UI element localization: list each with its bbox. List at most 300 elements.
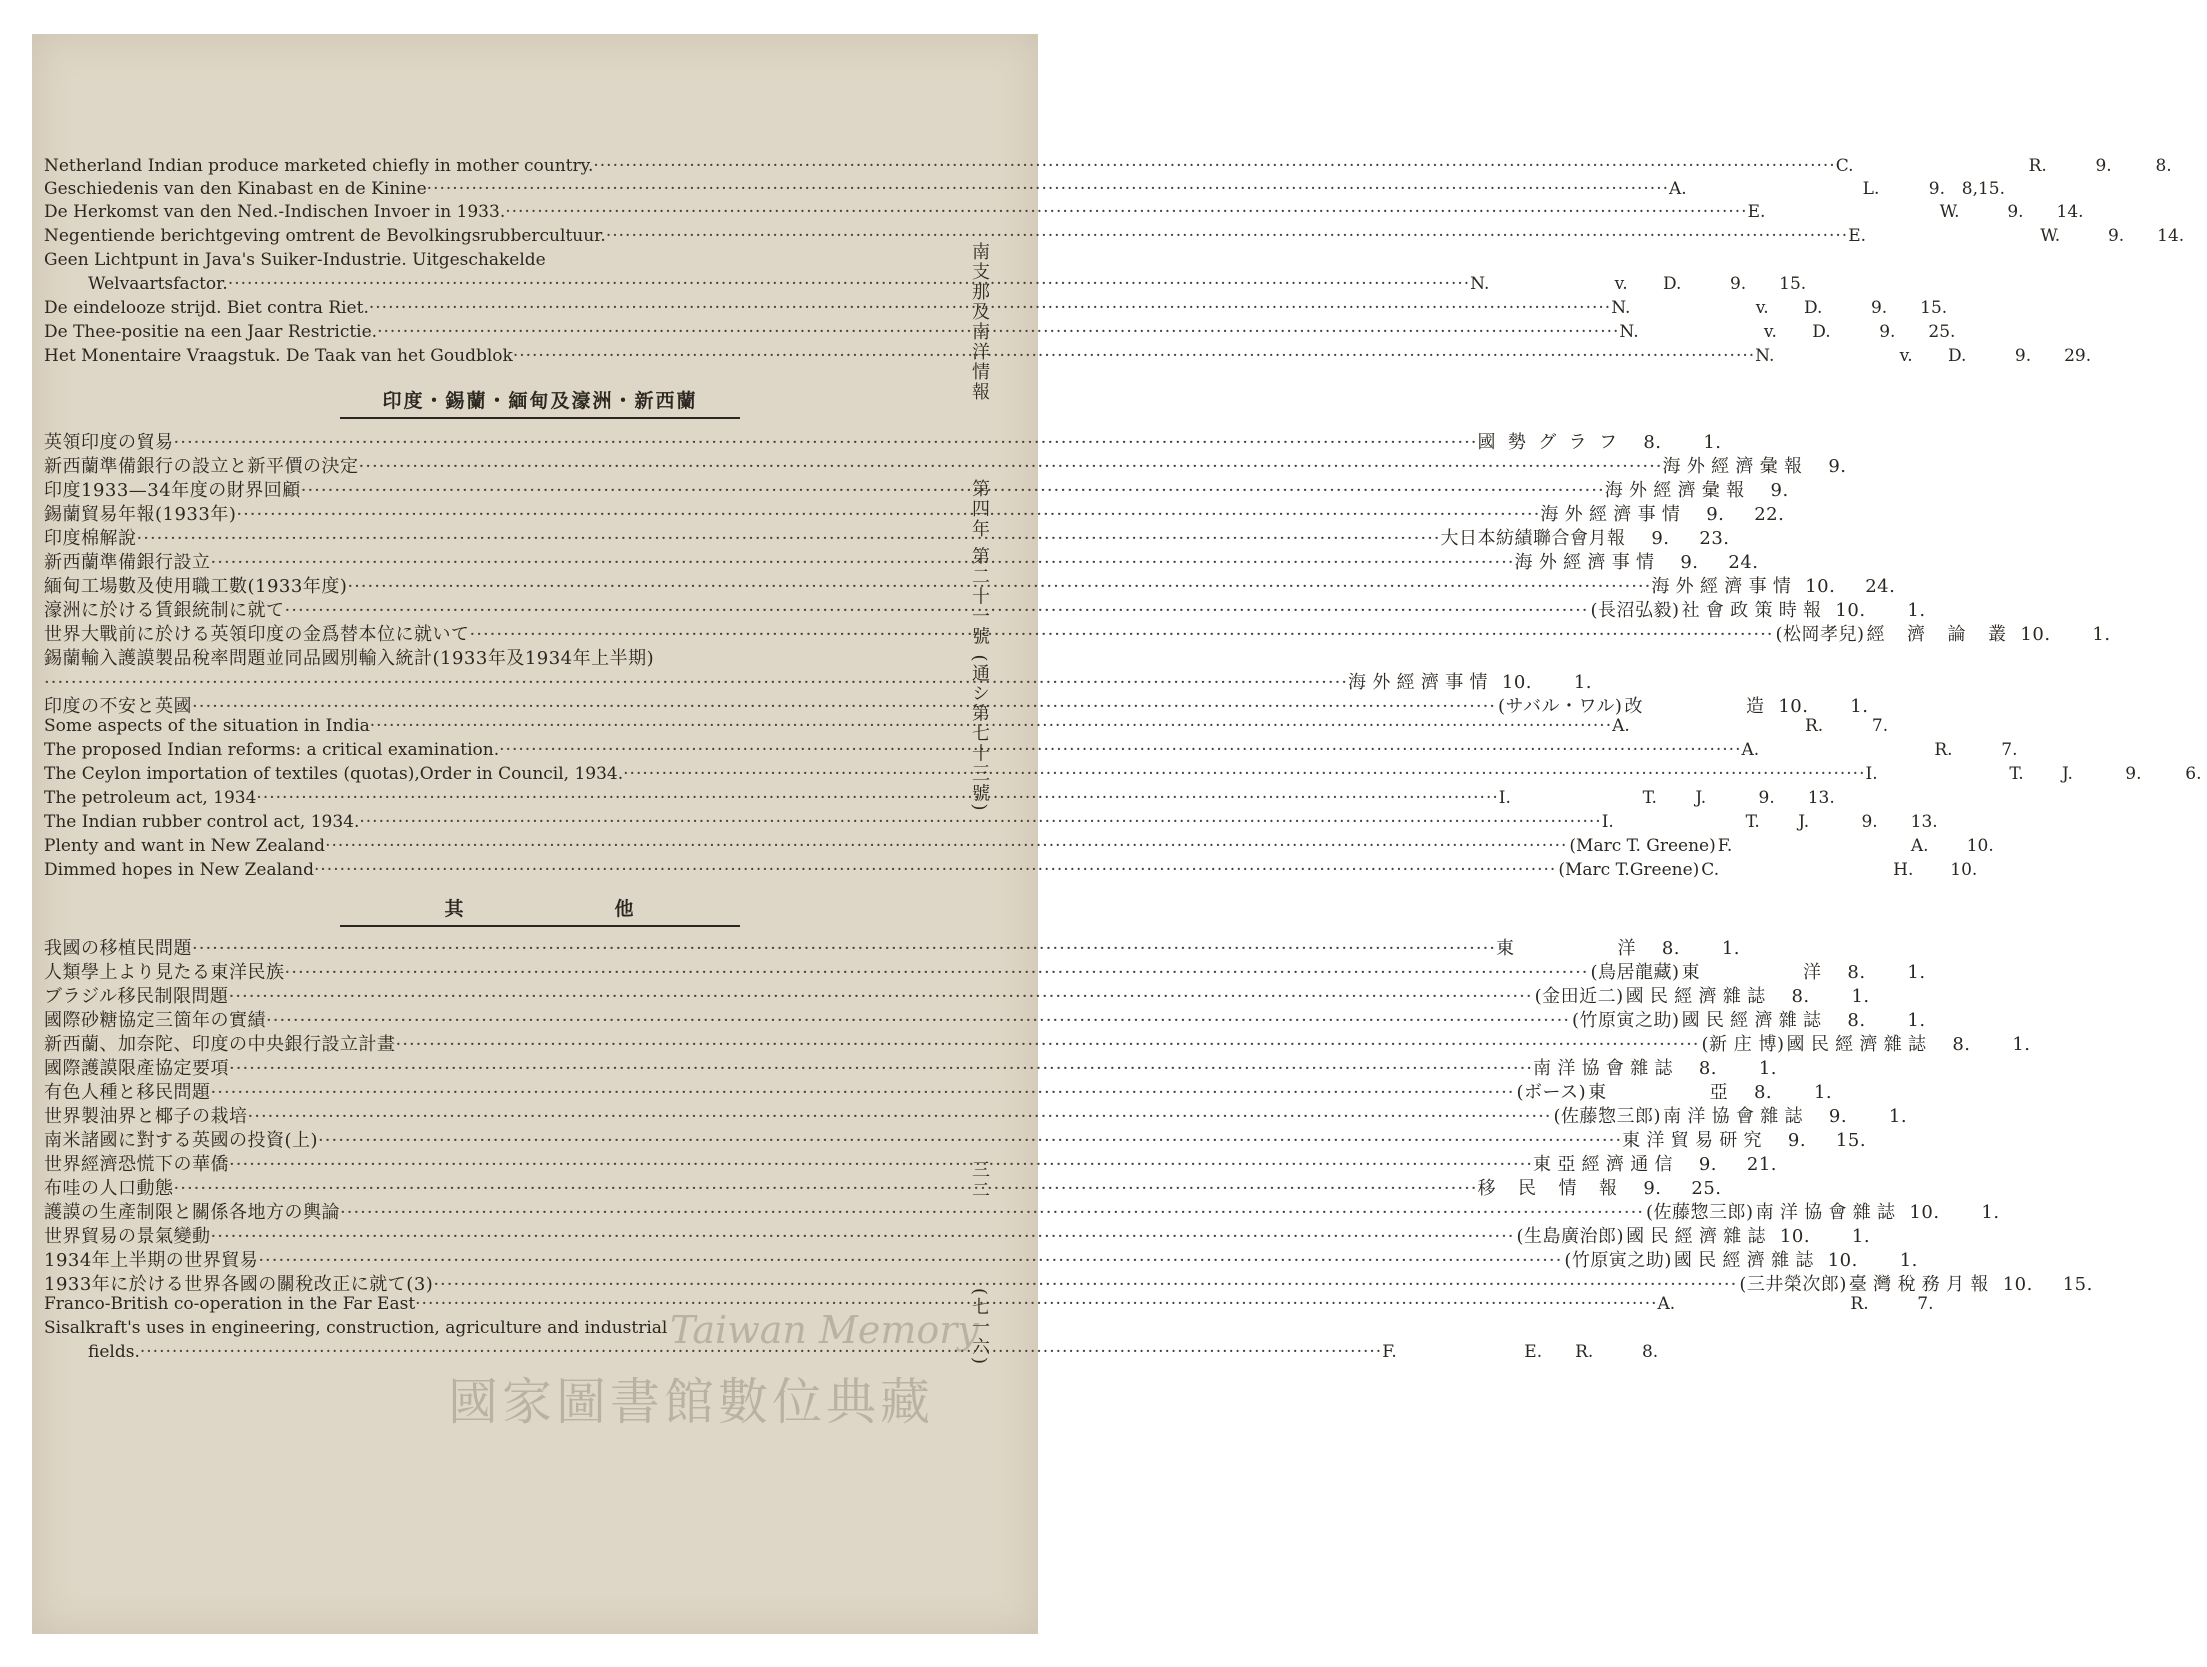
dot-leader	[505, 202, 1747, 222]
entry-volume: 9.	[1828, 456, 1847, 477]
entry-volume: 9.	[1770, 480, 1789, 501]
entry-volume: 9.	[2125, 764, 2142, 784]
entry-source: I.	[1601, 812, 1614, 832]
entry-author: (鳥居龍藏)	[1590, 962, 1680, 983]
entry-author: (竹原寅之助)	[1572, 1010, 1680, 1031]
entry-title: The petroleum act, 1934	[44, 788, 257, 808]
entry-row	[44, 156, 2172, 180]
entry-row	[44, 1150, 1778, 1175]
entry-number: 1.	[1907, 600, 1926, 621]
dot-leader	[229, 1154, 1533, 1175]
entry-author: (サバル・ワル)	[1498, 696, 1623, 717]
entry-series: W.	[1939, 202, 1960, 222]
entry-title: Franco-British co-operation in the Far East	[44, 1294, 416, 1314]
dot-leader	[44, 672, 1348, 693]
entry-source: 東亞經濟通信	[1533, 1154, 1674, 1175]
dot-leader	[211, 1226, 1515, 1247]
entry-number: 23.	[1699, 528, 1730, 549]
entry-series: L.	[1862, 179, 1880, 199]
entry-title: 國際砂糖協定三箇年の實績	[44, 1010, 266, 1031]
entry-volume: 10.	[2020, 624, 2051, 645]
entry-row	[44, 452, 1847, 477]
entry-row	[44, 1246, 1918, 1271]
entry-title: 濠洲に於ける賃銀統制に就て	[44, 600, 285, 621]
entry-volume: 9.	[1828, 1106, 1848, 1127]
dot-leader	[623, 764, 1865, 784]
entry-title: 新西蘭、加奈陀、印度の中央銀行設立計畫	[44, 1034, 396, 1055]
entry-number: 1.	[1758, 1058, 1778, 1079]
entry-volume: 10.	[2002, 1274, 2033, 1295]
entry-series: J.	[1695, 788, 1707, 808]
entry-source: 國民經濟雜誌	[1786, 1034, 1927, 1055]
entry-row	[44, 958, 1926, 983]
dot-leader	[211, 1082, 1515, 1103]
entry-title: 南米諸國に對する英國の投資(上)	[44, 1130, 319, 1151]
entry-row	[44, 500, 1785, 525]
entry-source: 臺灣稅務月報	[1848, 1274, 1989, 1295]
entry-number: 1.	[2092, 624, 2111, 645]
dot-leader	[192, 696, 1496, 717]
entry-series-prefix: T.	[1745, 812, 1760, 832]
dot-leader	[513, 346, 1755, 366]
entry-row	[44, 322, 1956, 346]
entry-series-prefix: E.	[1524, 1342, 1543, 1362]
entry-title: 我國の移植民問題	[44, 938, 192, 959]
entry-title: 錫蘭貿易年報(1933年)	[44, 504, 237, 525]
entry-volume: 10.	[1501, 672, 1533, 693]
entry-source: C.	[1835, 156, 1854, 176]
entry-row	[44, 1054, 1778, 1079]
dot-leader	[236, 504, 1540, 525]
dot-leader	[266, 1010, 1570, 1031]
dot-leader	[174, 432, 1478, 453]
entry-series-prefix: v.	[1763, 322, 1777, 342]
dot-leader	[248, 1106, 1552, 1127]
entry-series: R.	[1805, 716, 1824, 736]
entry-row	[44, 812, 1938, 836]
dot-leader	[340, 1202, 1644, 1223]
entry-number: 15.	[1779, 274, 1807, 294]
entry-title: 英領印度の貿易	[44, 432, 174, 453]
entry-row	[44, 596, 1926, 621]
entry-number: 14.	[2157, 226, 2185, 246]
entry-number: 1.	[1907, 1010, 1926, 1031]
entry-volume: 9.	[2014, 346, 2032, 366]
entry-series: J.	[1798, 812, 1810, 832]
entry-volume: 8.	[1641, 1342, 1659, 1362]
entry-volume: 10.	[1950, 860, 1978, 880]
entry-title: 錫蘭輸入護謨製品稅率問題並同品國別輸入統計(1933年及1934年上半期)	[44, 648, 655, 669]
entry-title: 人類學上より見たる東洋民族	[44, 962, 285, 983]
heading-rule	[340, 925, 740, 927]
entry-series-prefix: v.	[1755, 298, 1769, 318]
entry-row	[44, 1270, 2093, 1295]
entry-row	[44, 644, 952, 668]
entry-number: 15.	[1835, 1130, 1867, 1151]
entry-source: 東洋貿易研究	[1622, 1130, 1763, 1151]
entry-number: 1.	[1850, 696, 1869, 717]
entry-source: 大日本紡績聯合會月報	[1440, 528, 1626, 549]
entry-source: 國民經濟雜誌	[1673, 1250, 1814, 1271]
side-total-page: (七一六)	[969, 1287, 990, 1367]
entry-number: 1.	[1907, 962, 1926, 983]
entry-number: 13.	[1910, 812, 1938, 832]
entry-title: Some aspects of the situation in India	[44, 716, 370, 736]
entry-title: fields.	[88, 1342, 140, 1362]
entry-source: 海外經濟彙報	[1604, 480, 1745, 501]
entry-series: R.	[1850, 1294, 1869, 1314]
entry-series: J.	[2062, 764, 2073, 784]
entry-author: (金田近二)	[1534, 986, 1624, 1007]
entry-volume: 8.	[1847, 1010, 1866, 1031]
entry-title: 印度の不安と英國	[44, 696, 192, 717]
entry-volume: 9.	[1928, 179, 1946, 199]
entry-source: A.	[1741, 740, 1760, 760]
entry-title: 有色人種と移民問題	[44, 1082, 211, 1103]
entry-title: ブラジル移民制限問題	[44, 986, 229, 1007]
entry-volume: 10.	[1778, 696, 1809, 717]
dot-leader	[285, 962, 1589, 983]
entry-title: De Thee-positie na een Jaar Restrictie.	[44, 322, 378, 342]
entry-source: 改 造	[1624, 696, 1765, 717]
entry-series-prefix: T.	[2009, 764, 2024, 784]
dot-leader	[377, 322, 1619, 342]
entry-source: 移 民 情 報	[1477, 1178, 1618, 1199]
dot-leader	[347, 576, 1651, 597]
dot-leader	[470, 624, 1774, 645]
entry-series: A.	[1910, 836, 1929, 856]
dot-leader	[499, 740, 1741, 760]
entry-source: 南洋協會雜誌	[1663, 1106, 1804, 1127]
entry-source: N.	[1611, 298, 1631, 318]
dot-leader	[318, 1130, 1622, 1151]
entry-volume: 10.	[1966, 836, 1994, 856]
entry-row	[44, 1078, 1833, 1103]
entry-number: 14.	[2056, 202, 2084, 222]
entry-row	[44, 428, 1722, 453]
entry-series-prefix: v.	[1899, 346, 1913, 366]
entry-row	[44, 250, 952, 274]
entry-row	[44, 476, 1789, 501]
section-heading-other-b: 他	[614, 898, 636, 920]
entry-volume: 9.	[1870, 298, 1888, 318]
dot-leader	[359, 456, 1663, 477]
entry-title: 1934年上半期の世界貿易	[44, 1250, 259, 1271]
entry-volume: 8.	[1661, 938, 1681, 959]
entry-volume: 10.	[1805, 576, 1836, 597]
entry-number: 24.	[1865, 576, 1896, 597]
entry-source: 國民經濟雜誌	[1681, 1010, 1822, 1031]
entry-volume: 9.	[1643, 1178, 1662, 1199]
dot-leader	[192, 938, 1496, 959]
entry-volume: 10.	[1827, 1250, 1858, 1271]
entry-row	[44, 716, 1889, 740]
entry-source: 東 亞	[1588, 1082, 1729, 1103]
entry-number: 1.	[1981, 1202, 2000, 1223]
entry-number: 15.	[1920, 298, 1948, 318]
entry-volume: 9.	[1861, 812, 1878, 832]
entry-source: E.	[1848, 226, 1867, 246]
entry-row	[44, 692, 1869, 717]
entry-series: R.	[1934, 740, 1953, 760]
entry-row	[44, 548, 1759, 573]
entry-author: (松岡孝兒)	[1775, 624, 1865, 645]
dot-leader	[285, 600, 1589, 621]
dot-leader	[229, 1058, 1533, 1079]
entry-title: Sisalkraft's uses in engineering, construction, agriculture and industrial	[44, 1318, 668, 1338]
entry-source: 海外經濟彙報	[1662, 456, 1803, 477]
dot-leader	[256, 788, 1498, 808]
dot-leader	[229, 986, 1533, 1007]
entry-source: 國民經濟雜誌	[1626, 1226, 1767, 1247]
dot-leader	[427, 179, 1669, 199]
entry-series: D.	[1803, 298, 1823, 318]
entry-title: Dimmed hopes in New Zealand	[44, 860, 314, 880]
entry-series: D.	[1662, 274, 1682, 294]
entry-row	[44, 179, 2006, 203]
entry-title: De Herkomst van den Ned.-Indischen Invoer in 1933.	[44, 202, 506, 222]
dot-leader	[433, 1274, 1737, 1295]
entry-number: 21.	[1746, 1154, 1778, 1175]
entry-number: 25.	[1691, 1178, 1722, 1199]
entry-title: 新西蘭準備銀行の設立と新平價の決定	[44, 456, 359, 477]
entry-volume: 10.	[1909, 1202, 1940, 1223]
entry-volume: 9.	[2007, 202, 2024, 222]
entry-series-prefix: T.	[1642, 788, 1657, 808]
watermark-cjk: 國家圖書館數位典藏	[448, 1373, 934, 1431]
entry-source: 國民經濟雜誌	[1625, 986, 1766, 1007]
entry-row	[44, 860, 1978, 884]
entry-title: 世界經濟恐慌下の華僑	[44, 1154, 229, 1175]
entry-row	[44, 1222, 1871, 1247]
entry-number: 8.	[2155, 156, 2172, 176]
entry-source: N.	[1619, 322, 1639, 342]
entry-author: (Marc T. Greene)	[1569, 836, 1716, 856]
entry-number: 22.	[1754, 504, 1785, 525]
entry-row	[44, 226, 2185, 250]
entry-row	[44, 274, 1807, 298]
entry-title: De eindelooze strijd. Biet contra Riet.	[44, 298, 369, 318]
entry-source: E.	[1747, 202, 1766, 222]
entry-title: 1933年に於ける世界各國の關稅改正に就て(3)	[44, 1274, 434, 1295]
entry-volume: 8.	[1952, 1034, 1971, 1055]
dot-leader	[211, 552, 1515, 573]
entry-volume: 9.	[1680, 552, 1699, 573]
entry-row	[44, 202, 2084, 226]
entry-number: 1.	[1888, 1106, 1908, 1127]
entry-volume: 9.	[2095, 156, 2112, 176]
entry-row	[44, 346, 2092, 370]
entry-number: 1.	[1721, 938, 1741, 959]
entry-source: F.	[1382, 1342, 1397, 1362]
entry-row	[44, 572, 1896, 597]
entry-number: 6.	[2185, 764, 2202, 784]
entry-author: (Marc T.Greene)	[1558, 860, 1700, 880]
entry-title: The Ceylon importation of textiles (quotas),Order in Council, 1934.	[44, 764, 624, 784]
entry-volume: 9.	[2107, 226, 2125, 246]
entry-row	[44, 740, 2018, 764]
entry-source: A.	[1669, 179, 1687, 199]
entry-volume: 7.	[2001, 740, 2018, 760]
entry-title: Het Monentaire Vraagstuk. De Taak van het Goudblok	[44, 346, 513, 366]
entry-title: 布哇の人口動態	[44, 1178, 174, 1199]
dot-leader	[314, 860, 1556, 880]
entry-title: The proposed Indian reforms: a critical examination.	[44, 740, 500, 760]
entry-title: 世界大戰前に於ける英領印度の金爲替本位に就いて	[44, 624, 470, 645]
entry-title: Geen Lichtpunt in Java's Suiker-Industrie. Uitgeschakelde	[44, 250, 546, 270]
dot-leader	[301, 480, 1605, 501]
entry-number: 1.	[1703, 432, 1722, 453]
section-heading-india-text: 印度・錫蘭・緬甸及濠洲・新西蘭	[382, 390, 698, 412]
entry-title: 世界貿易の景氣變動	[44, 1226, 211, 1247]
entry-volume: 7.	[1871, 716, 1889, 736]
entry-series: D.	[1812, 322, 1831, 342]
entry-number: 13.	[1807, 788, 1835, 808]
entry-title: 護謨の生產制限と關係各地方の輿論	[44, 1202, 340, 1223]
dot-leader	[396, 1034, 1700, 1055]
entry-row	[44, 620, 2111, 645]
entry-source: N.	[1470, 274, 1490, 294]
entry-title: 新西蘭準備銀行設立	[44, 552, 211, 573]
entry-volume: 9.	[1758, 788, 1775, 808]
entry-row	[44, 982, 1870, 1007]
entry-source: 社會政策時報	[1681, 600, 1822, 621]
entry-source: 東 洋	[1496, 938, 1637, 959]
entry-row	[44, 1030, 2031, 1055]
entry-source: 國勢グラフ	[1477, 432, 1618, 453]
entry-number: 8,15.	[1961, 179, 2006, 199]
entry-source: N.	[1755, 346, 1775, 366]
entry-title: The Indian rubber control act, 1934.	[44, 812, 360, 832]
entry-author: (佐藤惣三郎)	[1646, 1202, 1754, 1223]
entry-source: 南洋協會雜誌	[1533, 1058, 1674, 1079]
entry-row	[44, 1126, 1867, 1151]
entry-number: 1.	[1851, 1226, 1871, 1247]
entry-volume: 8.	[1698, 1058, 1718, 1079]
entry-row	[44, 788, 1835, 812]
entry-author: (ボース)	[1516, 1082, 1587, 1103]
entry-title: Netherland Indian produce marketed chiefly in mother country.	[44, 156, 594, 176]
entry-number: 1.	[1851, 986, 1870, 1007]
entry-number: 24.	[1728, 552, 1759, 573]
entry-source: C.	[1701, 860, 1720, 880]
entry-source: I.	[1498, 788, 1511, 808]
entry-title: Negentiende berichtgeving omtrent de Bevolkingsrubbercultuur.	[44, 226, 606, 246]
heading-rule	[340, 417, 740, 419]
entry-title: 印度棉解說	[44, 528, 137, 549]
entry-author: (新 庄 博)	[1701, 1034, 1785, 1055]
entry-author: (三井榮次郎)	[1739, 1274, 1847, 1295]
entry-source: F.	[1717, 836, 1733, 856]
entry-row	[44, 934, 1741, 959]
entry-number: 1.	[2012, 1034, 2031, 1055]
entry-author: (竹原寅之助)	[1564, 1250, 1672, 1271]
entry-source: 海外經濟事情	[1651, 576, 1792, 597]
dot-leader	[174, 1178, 1478, 1199]
entry-series: W.	[2040, 226, 2061, 246]
entry-row	[44, 298, 1948, 322]
entry-source: 海外經濟事情	[1540, 504, 1681, 525]
entry-row	[44, 1102, 1908, 1127]
entry-row	[44, 1006, 1926, 1031]
entry-volume: 10.	[1835, 600, 1866, 621]
entry-source: 南洋協會雜誌	[1755, 1202, 1896, 1223]
dot-leader	[228, 274, 1470, 294]
entry-volume: 9.	[1651, 528, 1670, 549]
entry-title: 世界製油界と椰子の栽培	[44, 1106, 248, 1127]
entry-volume: 9.	[1706, 504, 1725, 525]
entry-source: 經 濟 論 叢	[1866, 624, 2007, 645]
section-heading-other-a: 其	[444, 898, 466, 920]
entry-title: Welvaartsfactor.	[88, 274, 228, 294]
entry-row	[44, 524, 1730, 549]
entry-volume: 8.	[1643, 432, 1662, 453]
dot-leader	[325, 836, 1567, 856]
side-issue-info: 第四年 第二十一號 (通シ第七十三號)	[969, 479, 990, 813]
entry-title: Geschiedenis van den Kinabast en de Kinine	[44, 179, 427, 199]
watermark-latin: Taiwan Memory	[670, 1308, 979, 1352]
entry-volume: 8.	[1753, 1082, 1773, 1103]
dot-leader	[415, 1294, 1657, 1314]
entry-author: (生島廣治郎)	[1516, 1226, 1625, 1247]
entry-series: R.	[2028, 156, 2047, 176]
dot-leader	[593, 156, 1835, 176]
entry-volume: 8.	[1847, 962, 1866, 983]
entry-volume: 7.	[1917, 1294, 1934, 1314]
entry-author: (佐藤惣三郎)	[1553, 1106, 1662, 1127]
entry-volume: 9.	[1879, 322, 1896, 342]
entry-number: 29.	[2064, 346, 2092, 366]
entry-source: A.	[1612, 716, 1630, 736]
entry-number: 15.	[2062, 1274, 2093, 1295]
entry-title: 印度1933—34年度の財界回顧	[44, 480, 301, 501]
entry-title: Plenty and want in New Zealand	[44, 836, 326, 856]
entry-series: H.	[1893, 860, 1914, 880]
entry-series: D.	[1947, 346, 1967, 366]
entry-volume: 10.	[1779, 1226, 1811, 1247]
entry-author: (長沼弘毅)	[1590, 600, 1680, 621]
entry-source: I.	[1865, 764, 1878, 784]
side-journal-title: 南支那及南洋情報	[969, 242, 990, 402]
entry-title: 緬甸工場數及使用職工數(1933年度)	[44, 576, 348, 597]
side-page-number: 三二	[969, 1160, 990, 1200]
entry-row	[44, 668, 1593, 693]
entry-source: A.	[1657, 1294, 1676, 1314]
entry-number: 25.	[1928, 322, 1956, 342]
entry-source: 海外經濟事情	[1514, 552, 1655, 573]
entry-row	[44, 836, 1994, 860]
entry-row	[44, 1198, 2000, 1223]
dot-leader	[258, 1250, 1562, 1271]
entry-volume: 8.	[1791, 986, 1810, 1007]
section-heading-other	[340, 894, 740, 921]
entry-series: R.	[1575, 1342, 1594, 1362]
entry-title: 國際護謨限產協定要項	[44, 1058, 229, 1079]
entry-series-prefix: v.	[1614, 274, 1628, 294]
entry-number: 1.	[1813, 1082, 1833, 1103]
entry-source: 海外經濟事情	[1348, 672, 1489, 693]
entry-row	[44, 764, 2202, 788]
entry-number: 1.	[1573, 672, 1593, 693]
entry-volume: 9.	[1729, 274, 1747, 294]
entry-volume: 9.	[1698, 1154, 1718, 1175]
section-heading-india	[340, 386, 740, 413]
entry-volume: 9.	[1787, 1130, 1807, 1151]
entry-source: 東 洋	[1681, 962, 1822, 983]
dot-leader	[606, 226, 1848, 246]
entry-number: 1.	[1899, 1250, 1918, 1271]
dot-leader	[137, 528, 1441, 549]
